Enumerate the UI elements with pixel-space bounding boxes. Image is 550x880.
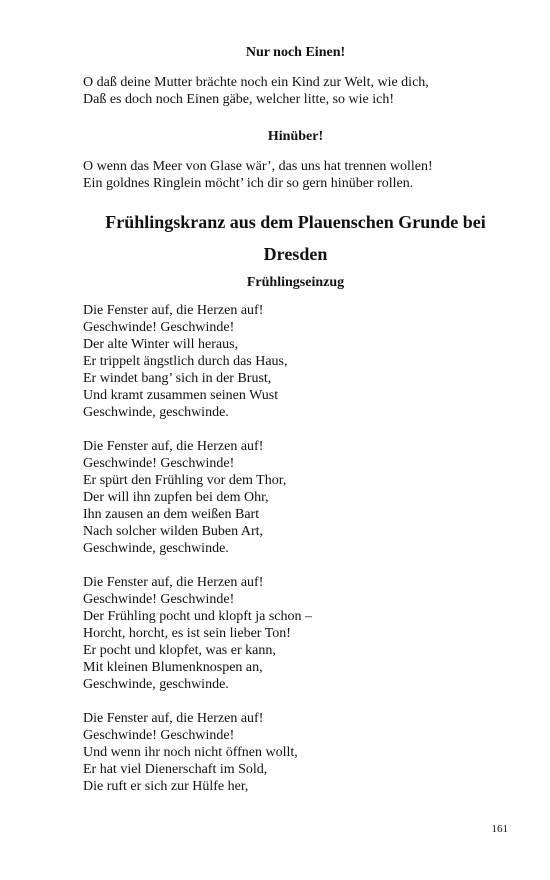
page-number: 161: [491, 823, 508, 835]
poem-title-fruehlingseinzug: Frühlingseinzug: [246, 275, 345, 290]
verse-line: Der will ihn zupfen bei dem Ohr,: [83, 490, 269, 505]
verse-line: O daß deine Mutter brächte noch ein Kind zur Welt, wie dich,: [83, 75, 429, 90]
verse-line: Und kramt zusammen seinen Wust: [83, 388, 279, 403]
stanza-4: [83, 710, 508, 795]
verse-line: Geschwinde, geschwinde.: [83, 541, 229, 556]
verse-line: Die ruft er sich zur Hülfe her,: [83, 779, 249, 794]
verse-line: Er windet bang’ sich in der Brust,: [83, 371, 272, 386]
poem-title-nur-noch-einen: Nur noch Einen!: [245, 45, 346, 60]
stanza-hinueber: [83, 158, 508, 192]
verse-line: Geschwinde! Geschwinde!: [83, 456, 235, 471]
stanza-2: [83, 438, 508, 557]
verse-line: Die Fenster auf, die Herzen auf!: [83, 711, 264, 726]
stanza-1: [83, 302, 508, 421]
stanza-3: [83, 574, 508, 693]
section-heading: [83, 206, 508, 270]
page-body: [83, 44, 508, 795]
verse-line: Die Fenster auf, die Herzen auf!: [83, 303, 264, 318]
verse-line: Horcht, horcht, es ist sein lieber Ton!: [83, 626, 291, 641]
verse-line: Und wenn ihr noch nicht öffnen wollt,: [83, 745, 298, 760]
verse-line: Er hat viel Dienerschaft im Sold,: [83, 762, 268, 777]
verse-line: Geschwinde, geschwinde.: [83, 405, 229, 420]
verse-line: Ihn zausen an dem weißen Bart: [83, 507, 260, 522]
verse-line: Nach solcher wilden Buben Art,: [83, 524, 264, 539]
poem-title-hinueber: Hinüber!: [267, 129, 324, 144]
section-heading-line: Frühlingskranz aus dem Plauenschen Grunde bei: [105, 212, 486, 232]
verse-line: Der alte Winter will heraus,: [83, 337, 239, 352]
verse-line: Er trippelt ängstlich durch das Haus,: [83, 354, 288, 369]
verse-line: Geschwinde! Geschwinde!: [83, 728, 235, 743]
verse-line: Geschwinde, geschwinde.: [83, 677, 229, 692]
verse-line: Geschwinde! Geschwinde!: [83, 592, 235, 607]
verse-line: Der Frühling pocht und klopft ja schon –: [83, 609, 313, 624]
verse-line: Mit kleinen Blumenknospen an,: [83, 660, 263, 675]
stanza-nur-noch-einen: [83, 74, 508, 108]
verse-line: Er pocht und klopfet, was er kann,: [83, 643, 276, 658]
section-heading-line: Dresden: [263, 244, 328, 264]
verse-line: Die Fenster auf, die Herzen auf!: [83, 575, 264, 590]
verse-line: Geschwinde! Geschwinde!: [83, 320, 235, 335]
verse-line: Er spürt den Frühling vor dem Thor,: [83, 473, 287, 488]
verse-line: Ein goldnes Ringlein möcht’ ich dir so gern hinüber rollen.: [83, 176, 414, 191]
verse-line: Daß es doch noch Einen gäbe, welcher litte, so wie ich!: [83, 92, 395, 107]
verse-line: Die Fenster auf, die Herzen auf!: [83, 439, 264, 454]
verse-line: O wenn das Meer von Glase wär’, das uns hat trennen wollen!: [83, 159, 433, 174]
